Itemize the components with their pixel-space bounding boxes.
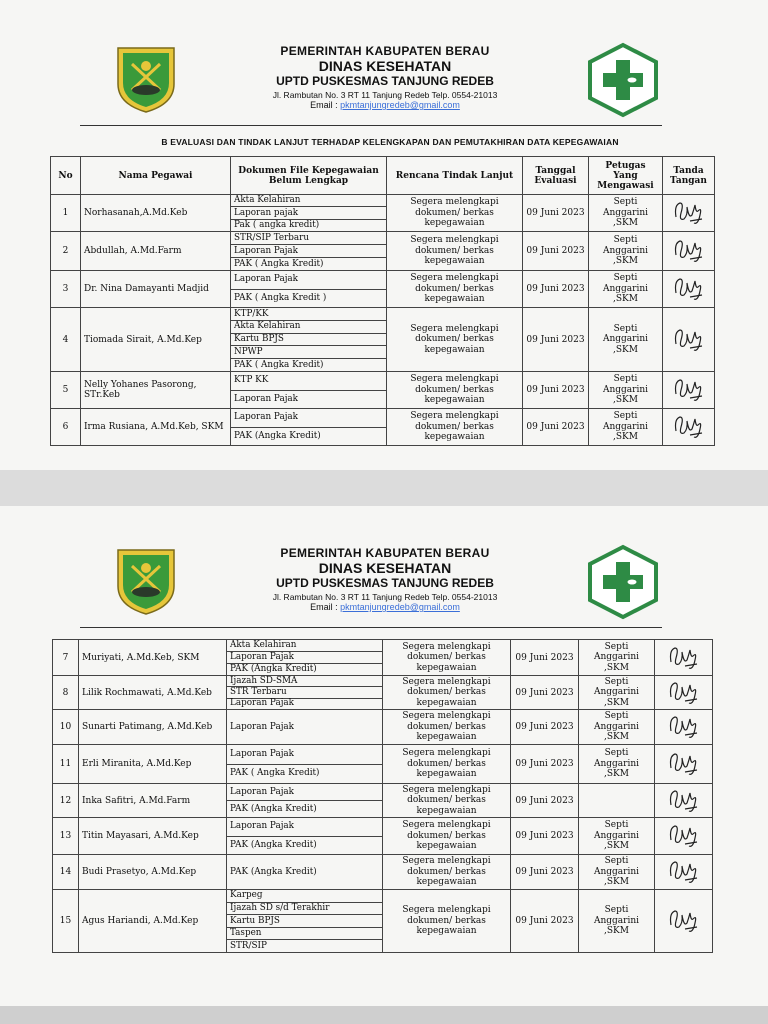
section-title: B EVALUASI DAN TINDAK LANJUT TERHADAP KELENGKAPAN DAN PEMUTAKHIRAN DATA KEPEGAWAIAN: [161, 137, 619, 147]
follow-up-plan: Segera melengkapi dokumen/ berkas kepegawaian: [383, 710, 511, 745]
table-row: [53, 855, 713, 890]
signature-icon: [667, 822, 701, 850]
signature-cell: [655, 676, 713, 710]
follow-up-plan: Segera melengkapi dokumen/ berkas kepegawaian: [387, 232, 523, 271]
follow-up-plan: Segera melengkapi dokumen/ berkas kepegawaian: [387, 195, 523, 232]
document-list: [231, 232, 387, 271]
letterhead-2: [0, 506, 768, 636]
document-item: STR/SIP Terbaru: [231, 232, 386, 245]
row-number: 8: [53, 676, 79, 710]
document-item: PAK ( Angka Kredit): [234, 258, 324, 269]
follow-up-plan: Segera melengkapi dokumen/ berkas kepegawaian: [383, 818, 511, 855]
document-item: PAK ( Angka Kredit): [230, 768, 320, 779]
document-list: [227, 676, 383, 710]
signature-icon: [667, 907, 701, 935]
supervisor: Septi Anggarini ,SKM: [579, 676, 655, 710]
table-row: [51, 271, 715, 308]
employee-name: Inka Safitri, A.Md.Farm: [79, 784, 227, 818]
follow-up-plan: Segera melengkapi dokumen/ berkas kepegawaian: [383, 890, 511, 953]
evaluation-date: 09 Juni 2023: [511, 855, 579, 890]
row-number: 15: [53, 890, 79, 953]
address-line: Jl. Rambutan No. 3 RT 11 Tanjung Redeb Telp. 0554-21013: [272, 90, 498, 100]
signature-icon: [672, 376, 706, 404]
row-number: 14: [53, 855, 79, 890]
signature-cell: [655, 890, 713, 953]
signature-cell: [663, 271, 715, 308]
signature-icon: [672, 237, 706, 265]
email-link[interactable]: pkmtanjungredeb@gmail.com: [340, 100, 460, 110]
employee-name: Abdullah, A.Md.Farm: [81, 232, 231, 271]
document-item: Kartu BPJS: [227, 915, 382, 928]
letterhead: [0, 0, 768, 130]
row-number: 11: [53, 745, 79, 784]
employee-name: Lilik Rochmawati, A.Md.Keb: [79, 676, 227, 710]
evaluation-date: 09 Juni 2023: [523, 308, 589, 372]
document-item: PAK ( Angka Kredit ): [234, 292, 327, 303]
evaluation-date: 09 Juni 2023: [511, 890, 579, 953]
evaluation-date: 09 Juni 2023: [523, 195, 589, 232]
letterhead-divider: [80, 627, 662, 628]
col-no: No: [51, 157, 81, 195]
document-list: [227, 710, 383, 745]
supervisor: Septi Anggarini ,SKM: [579, 818, 655, 855]
supervisor: Septi Anggarini ,SKM: [579, 745, 655, 784]
document-item: Laporan Pajak: [231, 245, 386, 258]
supervisor: Septi Anggarini ,SKM: [589, 409, 663, 446]
document-item: PAK (Angka Kredit): [230, 839, 317, 850]
signature-cell: [655, 640, 713, 676]
evaluation-date: 09 Juni 2023: [523, 409, 589, 446]
supervisor: Septi Anggarini ,SKM: [589, 271, 663, 308]
signature-cell: [655, 710, 713, 745]
signature-cell: [663, 308, 715, 372]
document-item: Laporan Pajak: [227, 818, 382, 837]
document-item: Laporan Pajak: [227, 745, 382, 765]
document-item: Pak ( angka kredit): [234, 219, 320, 230]
follow-up-plan: Segera melengkapi dokumen/ berkas kepegawaian: [383, 640, 511, 676]
row-number: 13: [53, 818, 79, 855]
document-item: Akta Kelahiran: [227, 640, 382, 652]
row-number: 7: [53, 640, 79, 676]
unit-line: UPTD PUSKESMAS TANJUNG REDEB: [276, 576, 494, 590]
signature-icon: [667, 644, 701, 672]
document-item: PAK (Angka Kredit): [230, 866, 317, 877]
letterhead-text-2: [200, 546, 570, 612]
evaluation-table-2: [52, 639, 713, 953]
follow-up-plan: Segera melengkapi dokumen/ berkas kepegawaian: [387, 271, 523, 308]
evaluation-date: 09 Juni 2023: [523, 271, 589, 308]
employee-name: Erli Miranita, A.Md.Kep: [79, 745, 227, 784]
signature-cell: [663, 409, 715, 446]
document-item: Laporan Pajak: [231, 271, 386, 290]
berau-regency-emblem-icon: [114, 546, 178, 616]
document-item: Ijazah SD-SMA: [227, 676, 382, 687]
table-row: [53, 640, 713, 676]
supervisor: Septi Anggarini ,SKM: [589, 372, 663, 409]
signature-cell: [655, 745, 713, 784]
document-item: Laporan Pajak: [227, 784, 382, 801]
table-row: [53, 710, 713, 745]
document-list: [231, 271, 387, 308]
evaluation-table-1: [50, 156, 715, 446]
table-row: [53, 890, 713, 953]
puskesmas-logo-icon: [585, 42, 661, 118]
document-item: Laporan Pajak: [230, 698, 294, 709]
employee-name: Agus Hariandi, A.Md.Kep: [79, 890, 227, 953]
signature-cell: [663, 372, 715, 409]
evaluation-date: 09 Juni 2023: [511, 745, 579, 784]
table-row: [51, 232, 715, 271]
document-list: [227, 855, 383, 890]
document-list: [227, 745, 383, 784]
employee-name: Sunarti Patimang, A.Md.Keb: [79, 710, 227, 745]
document-list: [227, 818, 383, 855]
evaluation-date: 09 Juni 2023: [523, 372, 589, 409]
document-item: Karpeg: [227, 890, 382, 903]
document-item: Laporan Pajak: [227, 652, 382, 664]
follow-up-plan: Segera melengkapi dokumen/ berkas kepegawaian: [387, 308, 523, 372]
document-item: PAK ( Angka Kredit): [234, 359, 324, 370]
document-page-1: [0, 0, 768, 470]
document-item: Akta Kelahiran: [231, 321, 386, 334]
follow-up-plan: Segera melengkapi dokumen/ berkas kepegawaian: [387, 409, 523, 446]
document-list: [231, 409, 387, 446]
agency-line: DINAS KESEHATAN: [318, 560, 452, 576]
signature-icon: [667, 787, 701, 815]
document-item: Akta Kelahiran: [231, 195, 386, 207]
table-row: [51, 195, 715, 232]
col-tanda: Tanda Tangan: [663, 157, 715, 195]
col-nama: Nama Pegawai: [81, 157, 231, 195]
signature-cell: [655, 784, 713, 818]
signature-icon: [672, 199, 706, 227]
signature-icon: [667, 858, 701, 886]
signature-cell: [663, 232, 715, 271]
document-item: KTP KK: [231, 372, 386, 391]
document-item: NPWP: [231, 346, 386, 359]
document-item: KTP/KK: [231, 308, 386, 321]
signature-icon: [672, 326, 706, 354]
table-row: [53, 818, 713, 855]
employee-name: Titin Mayasari, A.Md.Kep: [79, 818, 227, 855]
col-dokumen: Dokumen File Kepegawaian Belum Lengkap: [231, 157, 387, 195]
employee-name: Nelly Yohanes Pasorong, STr.Keb: [81, 372, 231, 409]
evaluation-date: 09 Juni 2023: [511, 710, 579, 745]
table-header-row: [51, 157, 715, 195]
agency-line: DINAS KESEHATAN: [318, 58, 452, 74]
email-line: Email : pkmtanjungredeb@gmail.com: [310, 100, 460, 110]
signature-icon: [667, 713, 701, 741]
document-item: Laporan Pajak: [234, 393, 298, 404]
row-number: 1: [51, 195, 81, 232]
row-number: 3: [51, 271, 81, 308]
document-item: Kartu BPJS: [231, 334, 386, 347]
evaluation-date: 09 Juni 2023: [511, 676, 579, 710]
evaluation-date: 09 Juni 2023: [511, 640, 579, 676]
employee-name: Tiomada Sirait, A.Md.Kep: [81, 308, 231, 372]
supervisor: Septi Anggarini ,SKM: [589, 308, 663, 372]
row-number: 2: [51, 232, 81, 271]
table-row: [53, 745, 713, 784]
document-list: [231, 195, 387, 232]
col-petugas: Petugas Yang Mengawasi: [589, 157, 663, 195]
document-item: STR Terbaru: [227, 687, 382, 698]
employee-name: Budi Prasetyo, A.Md.Kep: [79, 855, 227, 890]
employee-name: Dr. Nina Damayanti Madjid: [81, 271, 231, 308]
row-number: 4: [51, 308, 81, 372]
signature-icon: [672, 275, 706, 303]
government-line: PEMERINTAH KABUPATEN BERAU: [280, 44, 490, 58]
follow-up-plan: Segera melengkapi dokumen/ berkas kepegawaian: [387, 372, 523, 409]
document-item: Laporan pajak: [231, 207, 386, 219]
document-item: Laporan Pajak: [230, 721, 294, 732]
letterhead-text: [200, 44, 570, 110]
row-number: 5: [51, 372, 81, 409]
employee-name: Muriyati, A.Md.Keb, SKM: [79, 640, 227, 676]
document-item: STR/SIP: [230, 940, 267, 951]
document-list: [227, 890, 383, 953]
document-page-2: [0, 506, 768, 1006]
row-number: 10: [53, 710, 79, 745]
document-item: PAK (Angka Kredit): [234, 430, 321, 441]
signature-cell: [655, 818, 713, 855]
table-row: [51, 308, 715, 372]
supervisor: Septi Anggarini ,SKM: [579, 855, 655, 890]
supervisor: Septi Anggarini ,SKM: [589, 195, 663, 232]
letterhead-divider: [80, 125, 662, 126]
table-row: [53, 784, 713, 818]
supervisor: Septi Anggarini ,SKM: [579, 890, 655, 953]
row-number: 6: [51, 409, 81, 446]
document-item: Laporan Pajak: [231, 409, 386, 428]
follow-up-plan: Segera melengkapi dokumen/ berkas kepegawaian: [383, 745, 511, 784]
document-item: Taspen: [227, 928, 382, 941]
bottom-background: [0, 1006, 768, 1024]
row-number: 12: [53, 784, 79, 818]
col-tanggal: Tanggal Evaluasi: [523, 157, 589, 195]
document-list: [231, 308, 387, 372]
supervisor: Septi Anggarini ,SKM: [579, 640, 655, 676]
follow-up-plan: Segera melengkapi dokumen/ berkas kepegawaian: [383, 855, 511, 890]
evaluation-date: 09 Juni 2023: [511, 818, 579, 855]
employee-name: Irma Rusiana, A.Md.Keb, SKM: [81, 409, 231, 446]
puskesmas-logo-icon: [585, 544, 661, 620]
supervisor: Septi Anggarini ,SKM: [579, 710, 655, 745]
document-list: [231, 372, 387, 409]
signature-icon: [667, 750, 701, 778]
employee-name: Norhasanah,A.Md.Keb: [81, 195, 231, 232]
signature-icon: [672, 413, 706, 441]
supervisor: [579, 784, 655, 818]
table-row: [53, 676, 713, 710]
signature-icon: [667, 679, 701, 707]
signature-cell: [655, 855, 713, 890]
document-list: [227, 784, 383, 818]
unit-line: UPTD PUSKESMAS TANJUNG REDEB: [276, 74, 494, 88]
email-line: Email : pkmtanjungredeb@gmail.com: [310, 602, 460, 612]
document-item: Ijazah SD s/d Terakhir: [227, 903, 382, 916]
signature-cell: [663, 195, 715, 232]
document-item: PAK (Angka Kredit): [230, 803, 317, 814]
evaluation-date: 09 Juni 2023: [511, 784, 579, 818]
berau-regency-emblem-icon: [114, 44, 178, 114]
supervisor: Septi Anggarini ,SKM: [589, 232, 663, 271]
table-row: [51, 409, 715, 446]
document-list: [227, 640, 383, 676]
follow-up-plan: Segera melengkapi dokumen/ berkas kepegawaian: [383, 676, 511, 710]
col-rencana: Rencana Tindak Lanjut: [387, 157, 523, 195]
document-item: PAK (Angka Kredit): [230, 664, 317, 675]
table-row: [51, 372, 715, 409]
government-line: PEMERINTAH KABUPATEN BERAU: [280, 546, 490, 560]
address-line: Jl. Rambutan No. 3 RT 11 Tanjung Redeb Telp. 0554-21013: [272, 592, 498, 602]
evaluation-date: 09 Juni 2023: [523, 232, 589, 271]
email-link[interactable]: pkmtanjungredeb@gmail.com: [340, 602, 460, 612]
follow-up-plan: Segera melengkapi dokumen/ berkas kepegawaian: [383, 784, 511, 818]
